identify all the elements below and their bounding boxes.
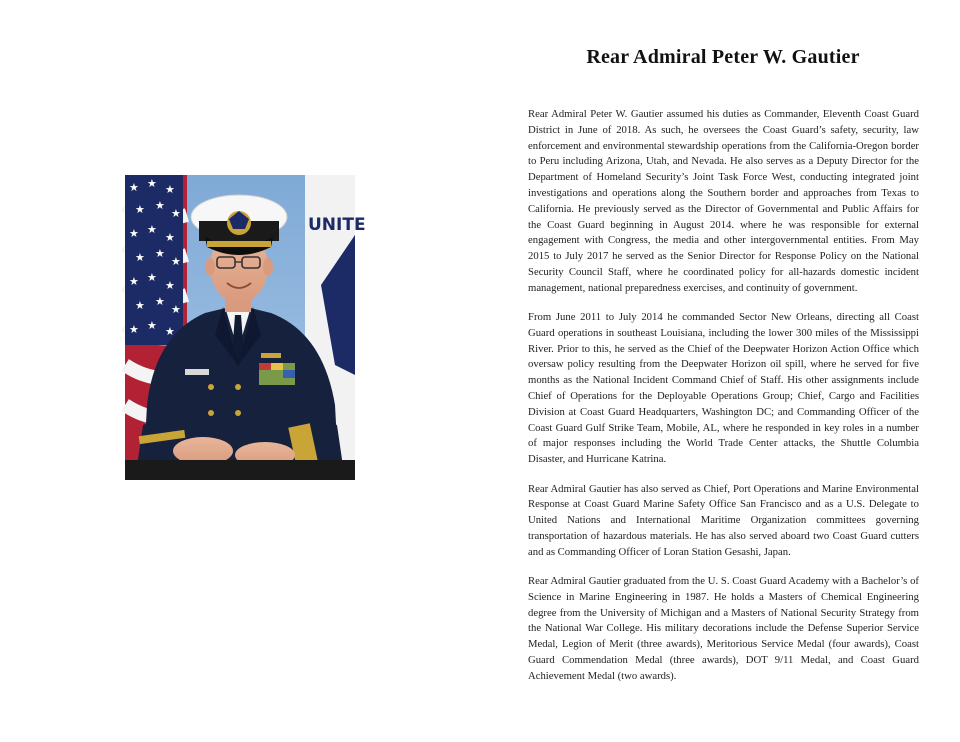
svg-text:★: ★ [147,177,157,190]
svg-text:★: ★ [135,251,145,264]
svg-text:★: ★ [171,255,181,268]
portrait-photo [125,175,366,480]
bio-paragraph: Rear Admiral Gautier has also served as Chief, Port Operations and Marine Environmental Response at Coast Guard Marine Safety Office San Francisco and as a U.S. Delegate to United Nations and International Maritime Organization committees governing transportation of hazardous materials. He has also served aboard two Coast Guard cutters and as Commanding Officer of Loran Station Gesashi, Japan. [528,482,919,558]
svg-text:★: ★ [155,199,165,212]
svg-text:★: ★ [135,203,145,216]
svg-text:★: ★ [171,207,181,220]
svg-text:★: ★ [129,227,139,240]
svg-text:★: ★ [165,279,175,292]
flag-lettering: UNITE [308,215,366,235]
svg-text:★: ★ [165,231,175,244]
svg-text:★: ★ [129,323,139,336]
svg-text:★: ★ [147,223,157,236]
biography [528,107,919,698]
svg-text:★: ★ [147,271,157,284]
bio-paragraph: Rear Admiral Gautier graduated from the U. S. Coast Guard Academy with a Bachelor’s of Science in Marine Engineering in 1987. He holds a Masters of Chemical Engineering degree from the University of Michigan and a Masters of National Security Strategy from the National War College. His military decorations include the Defense Superior Service Medal, Legion of Merit (three awards), Meritorious Service Medal (four awards), Coast Guard Commendation Medal (three awards), DOT 9/11 Medal, and Coast Guard Achievement Medal (two awards). [528,575,919,682]
svg-text:★: ★ [129,275,139,288]
svg-text:★: ★ [135,299,145,312]
svg-text:★: ★ [155,295,165,308]
bio-paragraph: Rear Admiral Peter W. Gautier assumed his duties as Commander, Eleventh Coast Guard District in June of 2018. As such, he oversees the Coast Guard’s safety, security, law enforcement and environmental stewardship operations from the California-Oregon border to Peru including Arizona, Utah, and Nevada. He also serves as a Deputy Director for the Department of Homeland Security’s Joint Task Force West, conducting integrated joint investigations and operations along the Southern border and approaches from Texas to California. He previously served as the Director of Governmental and Public Affairs for the Coast Guard beginning in August 2014. where he was responsible for external engagement with Congress, the media and other intergovernmental entities. From May 2015 to July 2017 he served as the Senior Director for Response Policy on the National Security Council Staff, where he coordinated policy for all-hazards domestic incident management, national preparedness exercises, and continuity of government. [528,108,919,294]
svg-text:★: ★ [171,303,181,316]
svg-text:★: ★ [165,183,175,196]
svg-text:★: ★ [129,181,139,194]
page-title: Rear Admiral Peter W. Gautier [586,46,860,68]
bio-paragraph: From June 2011 to July 2014 he commanded Sector New Orleans, directing all Coast Guard operations in southeast Louisiana, including the lower 300 miles of the Mississippi River. Prior to this, he served as the Chief of the Deepwater Horizon Action Office which oversaw policy resulting from the Deepwater Horizon oil spill, where he served for five months as the National Incident Command Chief of Staff. His other assignments include Chief of Operations for the Deployable Operations Group; Chief, Cargo and Facilities Division at Coast Guard Headquarters, Washington DC; and Commanding Officer of the Coast Guard Gulf Strike Team, Mobile, AL, where he responded in key roles in a number of major responses including the World Trade Center attacks, the Shuttle Columbia Disaster, and Hurricane Katrina. [528,311,919,466]
svg-text:★: ★ [155,247,165,260]
table-edge [125,460,355,480]
portrait-illustration [125,175,366,480]
svg-text:★: ★ [147,319,157,332]
svg-text:★: ★ [165,325,175,338]
